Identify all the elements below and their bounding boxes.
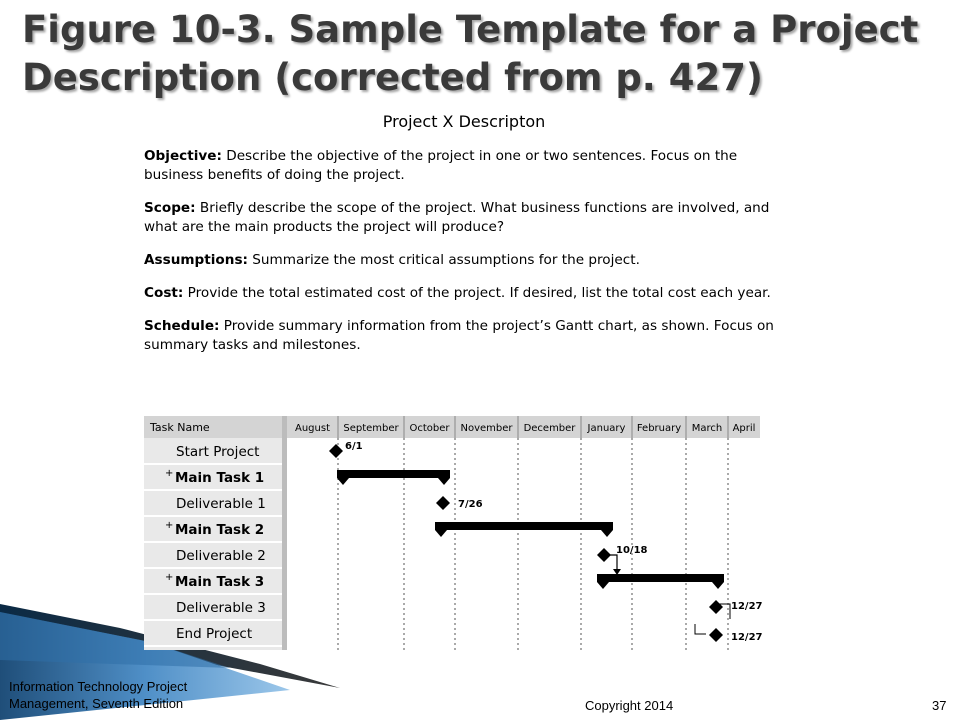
cost-label: Cost: — [144, 285, 184, 301]
assumptions-label: Assumptions: — [144, 252, 248, 268]
cost-text: Provide the total estimated cost of the project. If desired, list the total cost each year. — [183, 285, 771, 301]
end-project-date-label: 12/27 — [731, 632, 763, 643]
deliverable-1-milestone — [436, 496, 450, 510]
schedule-text: Provide summary information from the project’s Gantt chart, as shown. Focus on summary tasks and milestones. — [144, 318, 774, 353]
schedule-label: Schedule: — [144, 318, 220, 334]
task-name: Start Project — [176, 444, 260, 460]
month-label: October — [409, 423, 450, 434]
expand-icon[interactable]: + — [165, 520, 174, 531]
task-name: Deliverable 1 — [176, 496, 266, 512]
book-citation — [9, 678, 269, 712]
summary-bar-start-cap — [337, 478, 349, 485]
deliverable-3-date-label: 12/27 — [731, 601, 763, 612]
scope-label: Scope: — [144, 200, 196, 216]
start-project-date-label: 6/1 — [345, 441, 363, 452]
task-name: Deliverable 3 — [176, 600, 266, 616]
deliverable-1-date-label: 7/26 — [458, 499, 483, 510]
month-label: March — [691, 423, 723, 434]
task-name: Main Task 2 — [175, 522, 265, 538]
month-label: November — [460, 423, 513, 434]
book-title-line2: Management, Seventh Edition — [9, 696, 184, 711]
start-project-milestone — [329, 444, 343, 458]
column-separator — [282, 416, 287, 650]
deliverable-2-date-label: 10/18 — [616, 545, 648, 556]
end-project-milestone — [709, 628, 723, 642]
month-label: February — [636, 423, 682, 434]
document-title: Project X Descripton — [382, 112, 546, 131]
summary-bar-end-cap — [601, 530, 613, 537]
task-name: Main Task 1 — [175, 470, 265, 486]
gantt-marks — [329, 441, 763, 643]
summary-bar-start-cap — [597, 582, 609, 589]
month-label: January — [587, 423, 626, 434]
scope-text: Briefly describe the scope of the project. What business functions are involved, and what are the main products the project will produce? — [144, 200, 770, 235]
objective-text: Describe the objective of the project in one or two sentences. Focus on the business benefits of doing the project. — [144, 148, 738, 183]
book-title-line1: Information Technology Project — [9, 679, 188, 694]
task-name: Main Task 3 — [175, 574, 265, 590]
page-number: 37 — [932, 698, 947, 713]
summary-bar-start-cap — [435, 530, 447, 537]
objective-label: Objective: — [144, 148, 222, 164]
month-label: August — [295, 423, 330, 434]
slide-title: Figure 10-3. Sample Template for a Project Description (corrected from p. 427) — [22, 8, 919, 99]
month-gridlines — [338, 416, 728, 650]
end-project-link — [695, 624, 706, 634]
month-label: September — [343, 423, 399, 434]
task-name-header: Task Name — [150, 421, 210, 434]
main-task-1-bar — [337, 470, 450, 478]
summary-bar-end-cap — [438, 478, 450, 485]
task-name: End Project — [176, 626, 253, 642]
summary-bar-end-cap — [712, 582, 724, 589]
month-label: December — [523, 423, 576, 434]
expand-icon[interactable]: + — [165, 572, 174, 583]
main-task-2-bar — [435, 522, 613, 530]
task-name: Deliverable 2 — [176, 548, 266, 564]
main-task-3-bar — [597, 574, 724, 582]
deliverable-3-milestone — [709, 600, 723, 614]
copyright-text: Copyright 2014 — [585, 698, 674, 713]
expand-icon[interactable]: + — [165, 468, 174, 479]
assumptions-text: Summarize the most critical assumptions for the project. — [247, 252, 640, 268]
month-label: April — [732, 423, 756, 434]
